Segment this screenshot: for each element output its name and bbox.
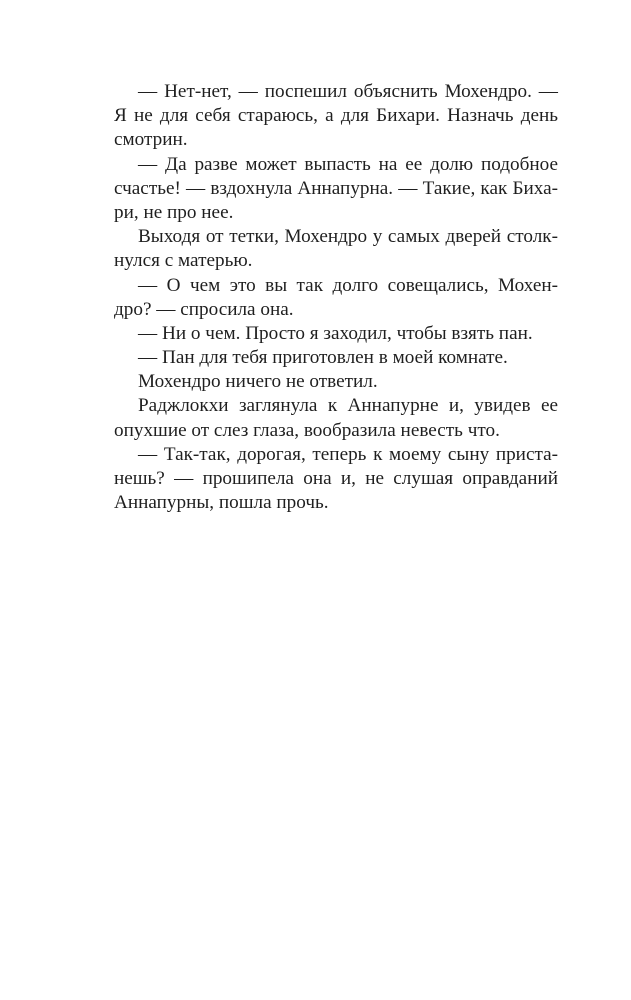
text-line-1: — Нет-нет, — поспешил объяснить Мохендро. — (138, 81, 558, 102)
text-line-15: опухшие от слез глаза, вообразила невесть что. (114, 419, 500, 441)
text-line-8: нулся с матерью. (114, 250, 253, 272)
text-line-5: счастье! — вздохнула Аннапурна. — Такие, как Биха- (114, 177, 558, 199)
text-line-18: Аннапурны, пошла прочь. (114, 492, 329, 514)
text-line-12: — Пан для тебя приготовлен в моей комнате. (138, 347, 508, 369)
text-line-9: — О чем это вы так долго совещались, Мохен- (138, 274, 558, 296)
text-line-11: — Ни о чем. Просто я заходил, чтобы взять пан. (138, 322, 533, 344)
text-line-3: смотрин. (114, 129, 188, 151)
text-line-13: Мохендро ничего не ответил. (138, 371, 378, 393)
text-line-4: — Да разве может выпасть на ее долю подобное (138, 153, 558, 175)
text-line-17: нешь? — прошипела она и, не слушая оправданий (114, 468, 558, 489)
text-line-7: Выходя от тетки, Мохендро у самых дверей столк- (138, 226, 558, 248)
text-line-10: дро? — спросила она. (114, 298, 294, 320)
page-text (114, 80, 558, 515)
text-line-14: Раджлокхи заглянула к Аннапурне и, увидев ее (138, 395, 558, 417)
text-line-2: Я не для себя стараюсь, а для Бихари. Назначь день (114, 105, 558, 127)
text-line-16: — Так-так, дорогая, теперь к моему сыну приста- (138, 443, 558, 465)
text-line-6: ри, не про нее. (114, 201, 234, 223)
